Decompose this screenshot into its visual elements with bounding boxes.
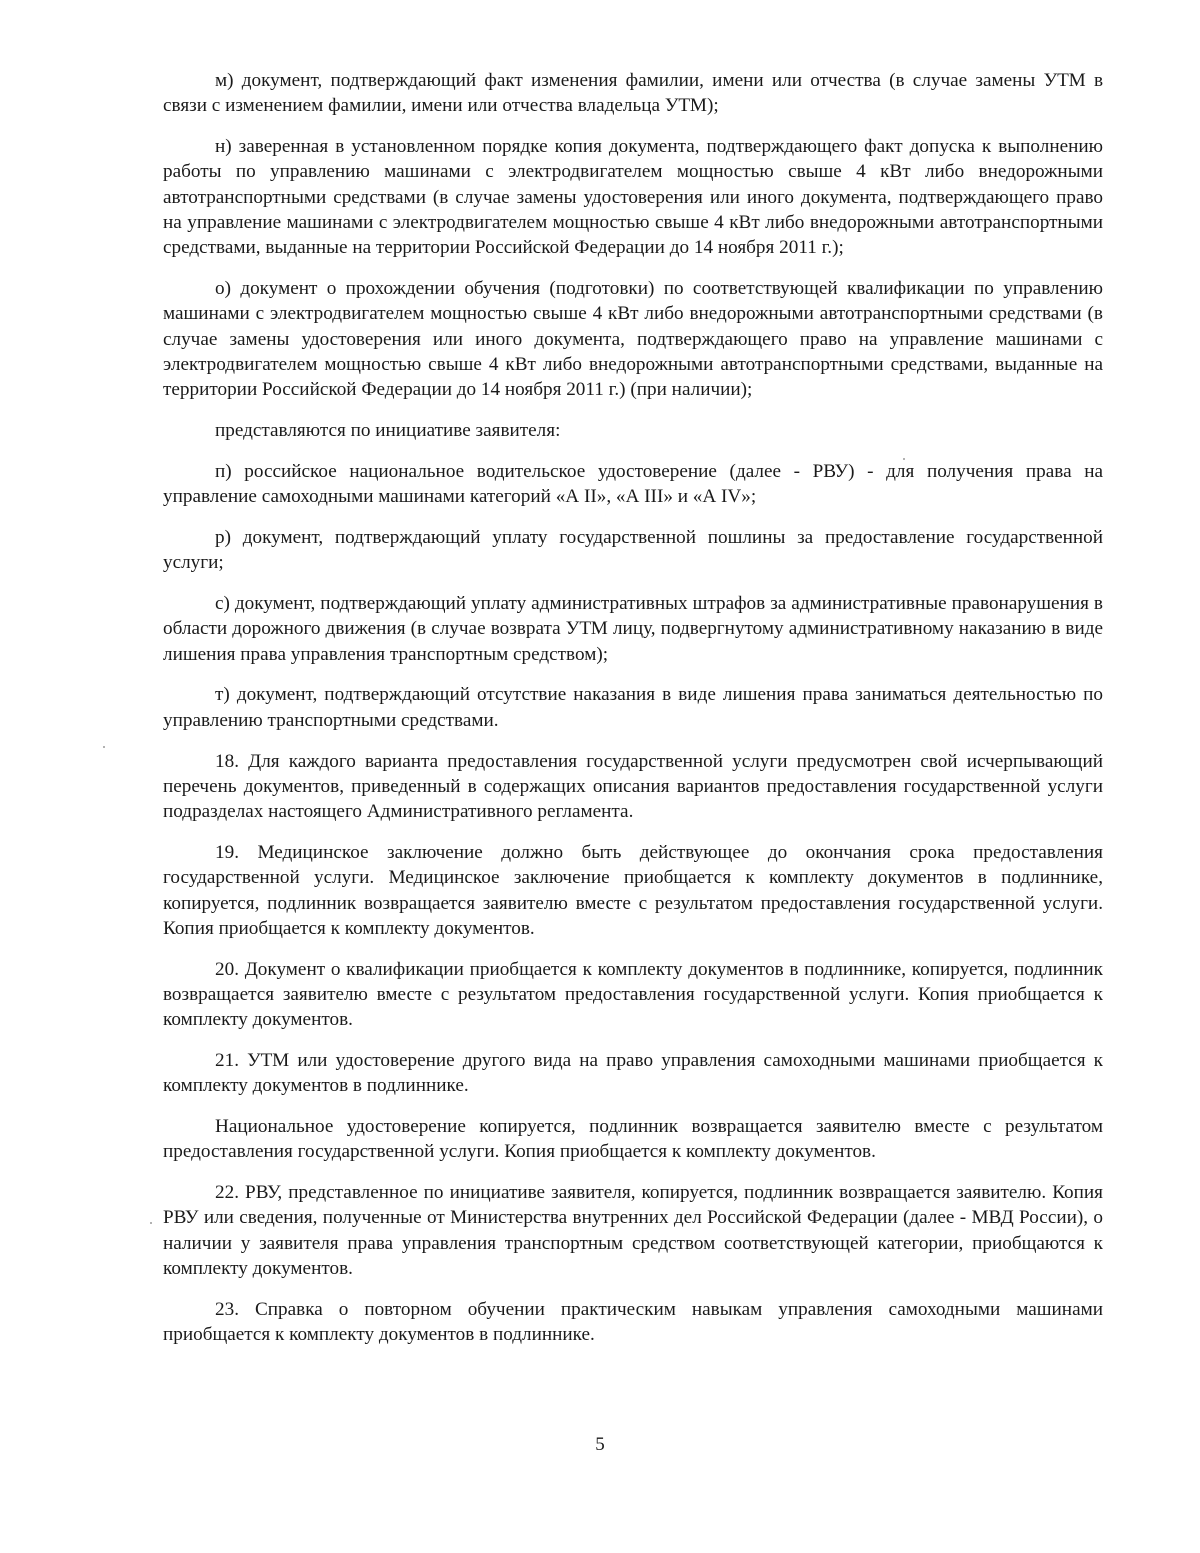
paragraph-s: с) документ, подтверждающий уплату административных штрафов за административные правонарушения в области дорожного движения (в случае возврата УТМ лицу, подвергнутому административному наказанию в виде лишения права управления транспортным средством); — [163, 593, 1103, 665]
paragraph-t: т) документ, подтверждающий отсутствие наказания в виде лишения права заниматься деятельностью по управлению транспортными средствами. — [163, 684, 1103, 731]
paragraph-applicant-initiative: представляются по инициативе заявителя: — [215, 420, 561, 442]
paragraph-r: р) документ, подтверждающий уплату государственной пошлины за предоставление государственной услуги; — [163, 526, 1103, 574]
page-number: 5 — [595, 1434, 605, 1455]
paragraph-23: 23. Справка о повторном обучении практическим навыкам управления самоходными машинами приобщается к комплекту документов в подлиннике. — [163, 1298, 1103, 1346]
paragraph-22: 22. РВУ, представленное по инициативе заявителя, копируется, подлинник возвращается заявителю. Копия РВУ или сведения, полученные от Министерства внутренних дел Российской Федерации (далее - МВД России), о наличии у заявителя права управления транспортным средством соответствующей категории, приобщаются к комплекту документов. — [163, 1182, 1103, 1280]
paragraph-m: м) документ, подтверждающий факт изменения фамилии, имени или отчества (в случае замены УТМ в связи с изменением фамилии, имени или отчества владельца УТМ); — [163, 70, 1103, 117]
paragraph-19: 19. Медицинское заключение должно быть действующее до окончания срока предоставления государственной услуги. Медицинское заключение приобщается к комплекту документов в подлиннике, копируется, подлинник возвращается заявителю вместе с результатом предоставления государственной услуги. Копия приобщается к комплекту документов. — [163, 841, 1103, 939]
paragraph-18: 18. Для каждого варианта предоставления государственной услуги предусмотрен свой исчерпывающий перечень документов, приведенный в содержащих описания вариантов предоставления государственной услуги подразделах настоящего Административного регламента. — [163, 750, 1103, 823]
paragraph-20: 20. Документ о квалификации приобщается к комплекту документов в подлиннике, копируется, подлинник возвращается заявителю вместе с результатом предоставления государственной услуги. Копия приобщается к комплекту документов. — [163, 958, 1103, 1031]
paragraph-p: п) российское национальное водительское удостоверение (далее - РВУ) - для получения права на управление самоходными машинами категорий «А II», «А III» и «А IV»; — [163, 460, 1103, 508]
paragraph-21: 21. УТМ или удостоверение другого вида на право управления самоходными машинами приобщается к комплекту документов в подлиннике. — [163, 1050, 1103, 1097]
paragraph-n: н) заверенная в установленном порядке копия документа, подтверждающего факт допуска к выполнению работы по управлению машинами с электродвигателем мощностью свыше 4 кВт либо внедорожными автотранспортными средствами (в случае замены удостоверения или иного документа, подтверждающего право на управление машинами с электродвигателем мощностью свыше 4 кВт либо внедорожными автотранспортными средствами, выданные на территории Российской Федерации до 14 ноября 2011 г.); — [163, 136, 1103, 259]
scan-speck — [903, 458, 905, 460]
paragraph-national-license: Национальное удостоверение копируется, подлинник возвращается заявителю вместе с результатом предоставления государственной услуги. Копия приобщается к комплекту документов. — [163, 1116, 1103, 1163]
scan-speck — [150, 1222, 152, 1224]
scan-speck — [103, 746, 105, 748]
document-body — [163, 68, 1103, 1363]
paragraph-o: о) документ о прохождении обучения (подготовки) по соответствующей квалификации по управлению машинами с электродвигателем мощностью свыше 4 кВт либо внедорожными автотранспортными средствами (в случае замены удостоверения или иного документа, подтверждающего право на управление машинами с электродвигателем мощностью свыше 4 кВт либо внедорожными автотранспортными средствами, выданные на территории Российской Федерации до 14 ноября 2011 г.) (при наличии); — [163, 278, 1103, 401]
